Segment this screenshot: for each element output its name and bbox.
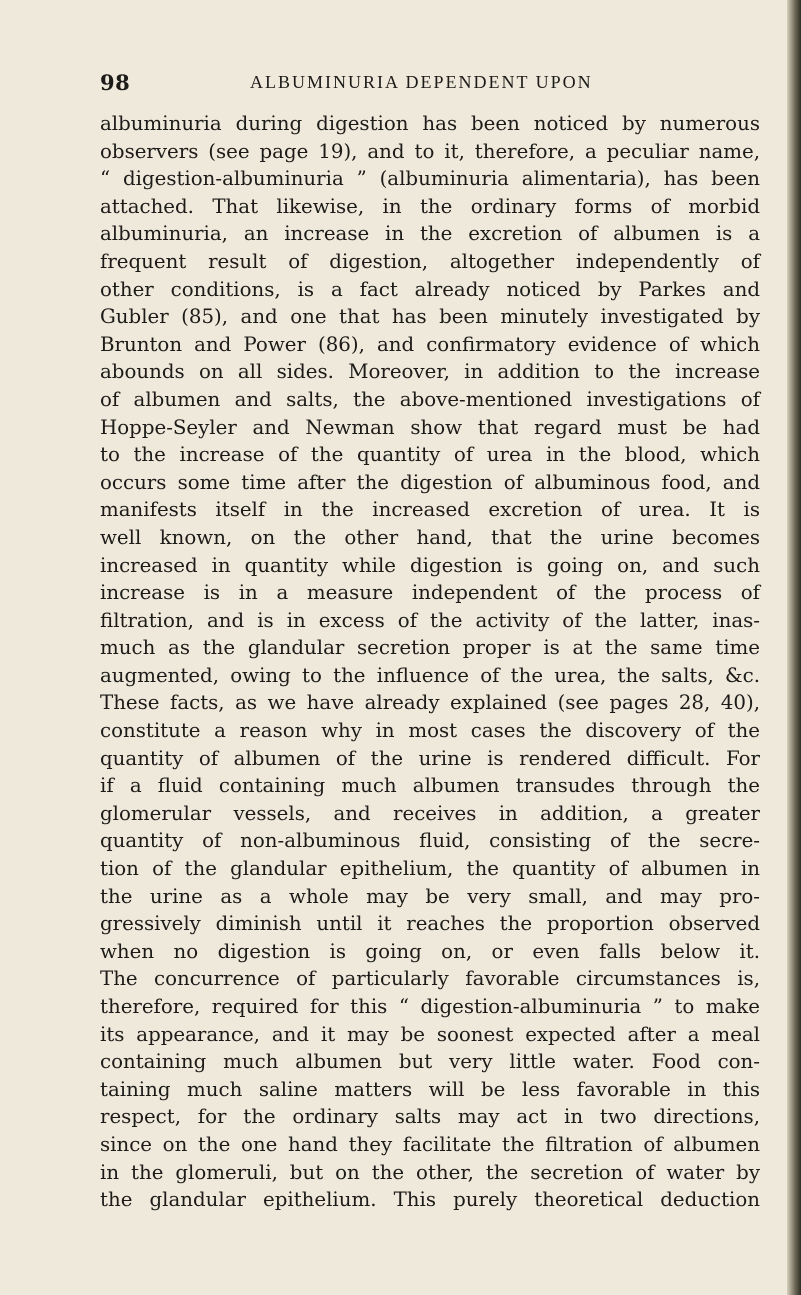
text-line: increase is in a measure independent of the process of (100, 581, 760, 605)
body-paragraph (100, 110, 760, 1214)
text-line: the glandular epithelium. This purely theoretical deduction (100, 1188, 760, 1212)
text-line: since on the one hand they facilitate the filtration of albumen (100, 1132, 760, 1156)
text-line: gressively diminish until it reaches the proportion observed (100, 912, 760, 936)
text-line: Hoppe-Seyler and Newman show that regard must be had (100, 415, 760, 439)
text-line: much as the glandular secretion proper is at the same time (100, 636, 760, 660)
text-line: to the increase of the quantity of urea in the blood, which (100, 443, 760, 467)
text-line: constitute a reason why in most cases the discovery of the (100, 719, 760, 743)
text-line: if a fluid containing much albumen transudes through the (100, 774, 760, 798)
text-line: frequent result of digestion, altogether independently of (100, 249, 760, 273)
text-line: The concurrence of particularly favorable circumstances is, (100, 967, 760, 991)
page-number: 98 (100, 70, 131, 95)
text-line: occurs some time after the digestion of albuminous food, and (100, 470, 760, 494)
text-line: Gubler (85), and one that has been minutely investigated by (100, 305, 760, 329)
page-edge-shadow (787, 0, 801, 1295)
text-line: These facts, as we have already explained (see pages 28, 40), (100, 691, 760, 715)
text-line: other conditions, is a fact already noticed by Parkes and (100, 277, 760, 301)
text-line: in the glomeruli, but on the other, the secretion of water by (100, 1160, 760, 1184)
text-line: albuminuria, an increase in the excretion of albumen is a (100, 222, 760, 246)
text-line: of albumen and salts, the above-mentioned investigations of (100, 387, 760, 411)
text-line: well known, on the other hand, that the urine becomes (100, 525, 760, 549)
text-line: albuminuria during digestion has been noticed by numerous (100, 112, 760, 135)
text-line: augmented, owing to the influence of the urea, the salts, &c. (100, 663, 760, 687)
text-line: respect, for the ordinary salts may act in two directions, (100, 1105, 760, 1129)
text-line: manifests itself in the increased excretion of urea. It is (100, 498, 760, 522)
text-line: increased in quantity while digestion is going on, and such (100, 553, 760, 577)
text-line: quantity of non-albuminous fluid, consisting of the secre- (100, 829, 760, 853)
text-line: Brunton and Power (86), and confirmatory evidence of which (100, 332, 760, 356)
text-line: abounds on all sides. Moreover, in addition to the increase (100, 360, 760, 384)
text-line: observers (see page 19), and to it, therefore, a peculiar name, (100, 139, 760, 163)
text-line: taining much saline matters will be less favorable in this (100, 1077, 760, 1101)
text-line: attached. That likewise, in the ordinary forms of morbid (100, 194, 760, 218)
text-line: tion of the glandular epithelium, the quantity of albumen in (100, 857, 760, 881)
text-line: when no digestion is going on, or even falls below it. (100, 939, 760, 963)
text-line: “ digestion-albuminuria ” (albuminuria alimentaria), has been (100, 167, 760, 191)
text-line: filtration, and is in excess of the activity of the latter, inas- (100, 608, 760, 632)
text-line: containing much albumen but very little water. Food con- (100, 1050, 760, 1074)
text-line: the urine as a whole may be very small, and may pro- (100, 884, 760, 908)
running-head (100, 70, 760, 98)
text-line: its appearance, and it may be soonest expected after a meal (100, 1022, 760, 1046)
running-title: ALBUMINURIA DEPENDENT UPON (250, 72, 593, 92)
text-line: therefore, required for this “ digestion-albuminuria ” to make (100, 995, 760, 1018)
text-line: quantity of albumen of the urine is rendered difficult. For (100, 746, 760, 770)
text-line: glomerular vessels, and receives in addition, a greater (100, 801, 760, 825)
